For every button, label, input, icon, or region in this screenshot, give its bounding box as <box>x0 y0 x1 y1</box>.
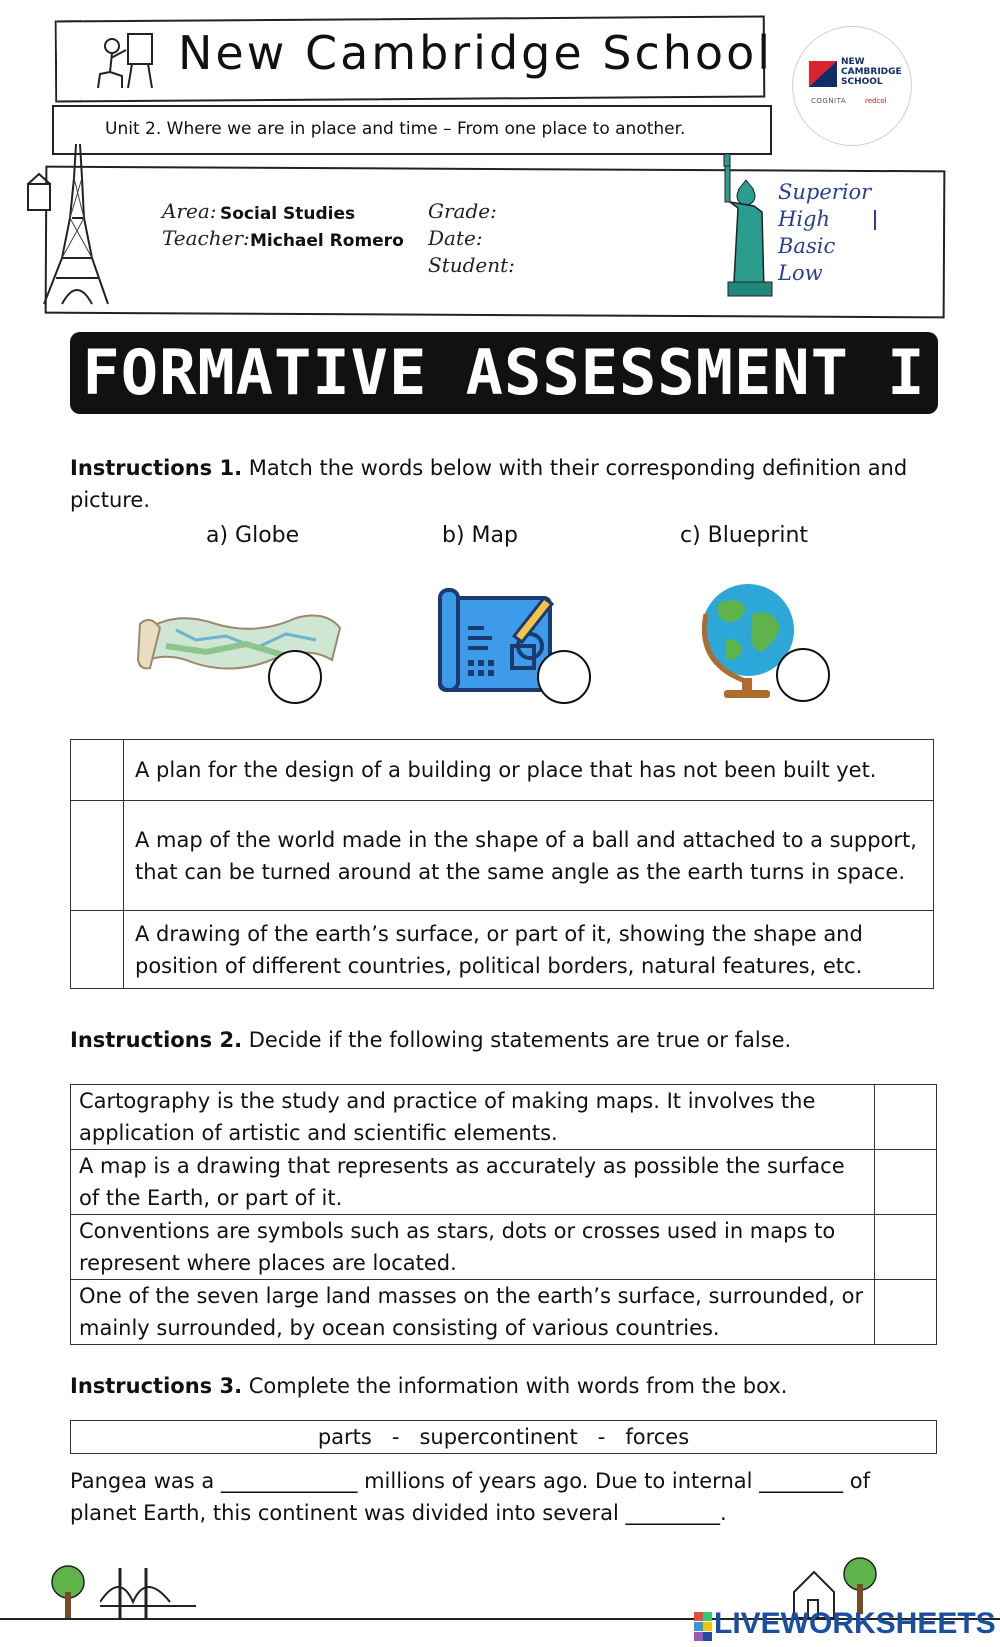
level-marker <box>874 210 876 230</box>
level-superior: Superior <box>778 180 872 204</box>
statement-cell: A map is a drawing that represents as accurately as possible the surface of the Earth, or part of it. <box>71 1150 875 1215</box>
instructions-3 <box>70 1370 940 1402</box>
word-blueprint: c) Blueprint <box>680 523 809 548</box>
true-false-answer-cell[interactable] <box>875 1215 937 1280</box>
area-value: Social Studies <box>220 204 356 224</box>
instructions-1-text: Match the words below with their corresponding definition and picture. <box>70 456 908 512</box>
table-row <box>71 911 934 989</box>
globe-answer-circle[interactable] <box>776 648 830 702</box>
liveworksheets-brand[interactable]: LIVEWORKSHEETS <box>714 1607 996 1640</box>
blueprint-answer-circle[interactable] <box>537 650 591 704</box>
tree-icon <box>44 1562 94 1620</box>
bridge-icon <box>100 1562 200 1620</box>
instructions-1-label: Instructions 1. <box>70 456 243 480</box>
tree-icon <box>836 1554 884 1614</box>
eiffel-tower-icon <box>22 138 122 308</box>
table-row <box>71 1280 937 1345</box>
table-row <box>71 1085 937 1150</box>
teacher-value: Michael Romero <box>250 231 404 251</box>
word-bank: parts - supercontinent - forces <box>70 1420 937 1454</box>
assessment-title: FORMATIVE ASSESSMENT I <box>70 332 938 414</box>
area-label: Area: <box>162 199 217 223</box>
teacher-label: Teacher: <box>162 226 250 250</box>
definition-cell: A map of the world made in the shape of a ball and attached to a support, that can be turned around at the same angle as the earth turns in space. <box>124 801 934 911</box>
table-row <box>71 801 934 911</box>
statement-cell: Cartography is the study and practice of making maps. It involves the application of artistic and scientific elements. <box>71 1085 875 1150</box>
true-false-answer-cell[interactable] <box>875 1150 937 1215</box>
matching-table <box>70 739 934 989</box>
painter-icon <box>92 30 158 92</box>
match-answer-cell[interactable] <box>71 740 124 801</box>
instructions-3-text: Complete the information with words from the box. <box>248 1374 788 1398</box>
match-answer-cell[interactable] <box>71 801 124 911</box>
instructions-2-text: Decide if the following statements are true or false. <box>248 1028 792 1052</box>
word-map: b) Map <box>442 523 518 548</box>
logo-school-name: NEW CAMBRIDGE SCHOOL <box>841 57 902 87</box>
school-logo <box>792 26 912 146</box>
table-row <box>71 740 934 801</box>
logo-cognita: COGNITA <box>811 97 847 105</box>
word-globe: a) Globe <box>206 523 300 548</box>
grade-label: Grade: <box>428 199 497 223</box>
level-low: Low <box>778 261 823 285</box>
statement-cell: One of the seven large land masses on the earth’s surface, surrounded, or mainly surrounded, by ocean consisting of various countries. <box>71 1280 875 1345</box>
statement-cell: Conventions are symbols such as stars, dots or crosses used in maps to represent where places are located. <box>71 1215 875 1280</box>
level-high: High <box>778 207 830 231</box>
student-label: Student: <box>428 253 515 277</box>
statue-of-liberty-icon <box>716 152 784 300</box>
true-false-table <box>70 1084 937 1345</box>
liveworksheets-logo-icon <box>694 1612 712 1642</box>
map-answer-circle[interactable] <box>268 650 322 704</box>
unit-title: Unit 2. Where we are in place and time – From one place to another. <box>105 119 686 139</box>
school-name: New Cambridge School <box>178 26 773 80</box>
instructions-2 <box>70 1024 940 1056</box>
table-row <box>71 1215 937 1280</box>
fill-in-paragraph[interactable]: Pangea was a _____________ millions of years ago. Due to internal ________ of planet Earth, this continent was divided into several _________. <box>70 1469 871 1525</box>
true-false-answer-cell[interactable] <box>875 1085 937 1150</box>
instructions-2-label: Instructions 2. <box>70 1028 243 1052</box>
table-row <box>71 1150 937 1215</box>
definition-cell: A plan for the design of a building or place that has not been built yet. <box>124 740 934 801</box>
level-basic: Basic <box>778 234 836 258</box>
logo-flag-icon <box>809 61 837 87</box>
instructions-3-label: Instructions 3. <box>70 1374 243 1398</box>
instructions-1 <box>70 452 940 516</box>
date-label: Date: <box>428 226 483 250</box>
true-false-answer-cell[interactable] <box>875 1280 937 1345</box>
logo-redcol: redcol <box>865 97 887 105</box>
definition-cell: A drawing of the earth’s surface, or part of it, showing the shape and position of different countries, political borders, natural features, etc. <box>124 911 934 989</box>
match-answer-cell[interactable] <box>71 911 124 989</box>
